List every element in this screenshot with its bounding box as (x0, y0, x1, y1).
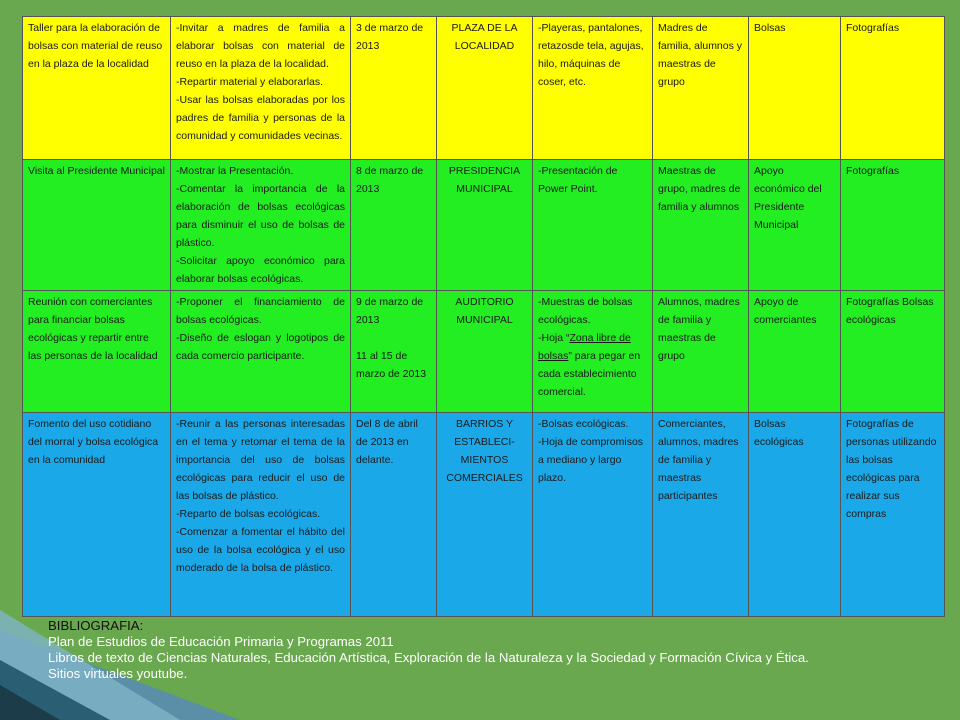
activity-cell: Fomento del uso cotidiano del morral y bolsa ecológica en la comunidad (23, 413, 171, 617)
material-line: -Hoja de compromisos a mediano y largo plazo. (538, 436, 644, 484)
date-line: 11 al 15 de marzo de 2013 (356, 350, 427, 380)
material-line: -Playeras, pantalones, retazosde tela, agujas, hilo, máquinas de coser, etc. (538, 22, 644, 88)
date-cell: 3 de marzo de 2013 (351, 17, 437, 160)
resources-cell: Bolsas ecológicas (749, 413, 841, 617)
materials-cell (533, 160, 653, 291)
action-line: -Reparto de bolsas ecológicas. (176, 508, 321, 520)
resources-cell: Apoyo económico del Presidente Municipal (749, 160, 841, 291)
action-line: -Solicitar apoyo económico para elaborar bolsas ecológicas. (176, 255, 345, 285)
action-line: -Repartir material y elaborarlas. (176, 76, 324, 88)
table-row (23, 413, 945, 617)
material-line: -Muestras de bolsas ecológicas. (538, 296, 633, 326)
evidence-cell: Fotografías de personas utilizando las bolsas ecológicas para realizar sus compras (841, 413, 945, 617)
bibliography-item: Sitios virtuales youtube. (48, 666, 188, 681)
material-line: -Presentación de Power Point. (538, 165, 618, 195)
date-cell: Del 8 de abril de 2013 en delante. (351, 413, 437, 617)
actions-cell (171, 291, 351, 413)
activity-plan-table (22, 16, 945, 617)
activity-cell: Taller para la elaboración de bolsas con material de reuso en la plaza de la localidad (23, 17, 171, 160)
participants-cell: Maestras de grupo, madres de familia y alumnos (653, 160, 749, 291)
evidence-cell: Fotografías (841, 160, 945, 291)
materials-cell (533, 291, 653, 413)
hoja-suffix: ” para pegar en cada establecimiento comercial. (538, 350, 641, 398)
bibliography-item: Plan de Estudios de Educación Primaria y Programas 2011 (48, 634, 394, 649)
bibliography-item: Libros de texto de Ciencias Naturales, Educación Artística, Exploración de la Naturaleza y la Sociedad y Formación Cívica y Ética. (48, 650, 809, 665)
action-line: -Proponer el financiamiento de bolsas ecológicas. (176, 296, 345, 326)
date-cell: 8 de marzo de 2013 (351, 160, 437, 291)
material-line (538, 329, 647, 401)
place-cell: AUDITORIO MUNICIPAL (437, 291, 533, 413)
bibliography-heading: BIBLIOGRAFIA: (48, 618, 144, 633)
participants-cell: Comerciantes, alumnos, madres de familia y maestras participantes (653, 413, 749, 617)
participants-cell: Alumnos, madres de familia y maestras de grupo (653, 291, 749, 413)
zona-libre-link[interactable]: Zona libre de bolsas (538, 332, 631, 362)
table-row (23, 160, 945, 291)
place-cell: PLAZA DE LA LOCALIDAD (437, 17, 533, 160)
action-line: -Mostrar la Presentación. (176, 165, 294, 177)
activity-cell: Visita al Presidente Municipal (23, 160, 171, 291)
resources-cell: Bolsas (749, 17, 841, 160)
place-cell: PRESIDENCIA MUNICIPAL (437, 160, 533, 291)
action-line: -Invitar a madres de familia a elaborar bolsas con material de reuso en la plaza de la localidad. (176, 22, 345, 70)
resources-cell: Apoyo de comerciantes (749, 291, 841, 413)
date-cell (351, 291, 437, 413)
date-line: 9 de marzo de 2013 (356, 296, 424, 326)
activity-cell: Reunión con comerciantes para financiar bolsas ecológicas y repartir entre las personas de la localidad (23, 291, 171, 413)
materials-cell (533, 17, 653, 160)
hoja-prefix: -Hoja “ (538, 332, 570, 344)
action-line: -Diseño de eslogan y logotipos de cada comercio participante. (176, 332, 345, 362)
action-line: -Usar las bolsas elaboradas por los padres de familia y personas de la comunidad y comunidades vecinas. (176, 94, 345, 142)
evidence-cell: Fotografías Bolsas ecológicas (841, 291, 945, 413)
action-line: -Reunir a las personas interesadas en el tema y retomar el tema de la importancia del uso de bolsas ecológicas para reducir el uso de las bolsas de plástico. (176, 418, 345, 502)
bibliography (48, 618, 938, 682)
participants-cell: Madres de familia, alumnos y maestras de grupo (653, 17, 749, 160)
action-line: -Comentar la importancia de la elaboración de bolsas ecológicas para disminuir el uso de bolsas de plástico. (176, 183, 345, 249)
table-row (23, 17, 945, 160)
action-line: -Comenzar a fomentar el hábito del uso de la bolsa ecológica y el uso moderado de la bolsa de plástico. (176, 526, 345, 574)
materials-cell (533, 413, 653, 617)
evidence-cell: Fotografías (841, 17, 945, 160)
actions-cell (171, 413, 351, 617)
table-row (23, 291, 945, 413)
actions-cell (171, 160, 351, 291)
place-cell: BARRIOS Y ESTABLECI-MIENTOS COMERCIALES (437, 413, 533, 617)
material-line: -Bolsas ecológicas. (538, 418, 629, 430)
actions-cell (171, 17, 351, 160)
